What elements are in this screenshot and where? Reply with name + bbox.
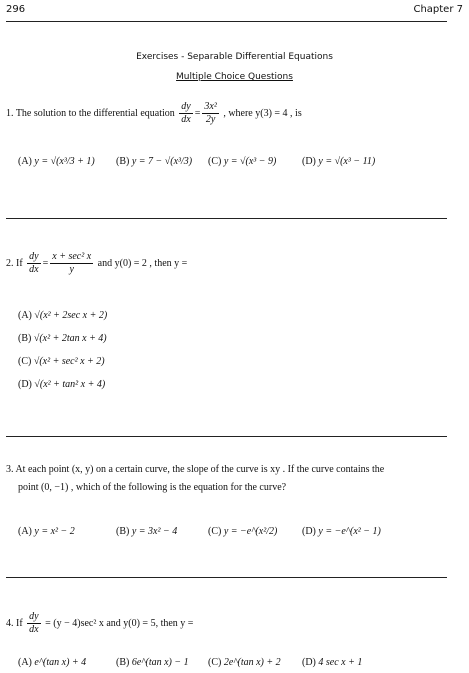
option-math: y = √(x³ − 9) — [223, 156, 277, 167]
q1-option-d[interactable] — [302, 156, 375, 167]
q2-option-c[interactable] — [18, 356, 105, 367]
q3-option-d[interactable] — [302, 526, 381, 537]
q2-option-d[interactable] — [18, 379, 105, 390]
question-condition: , where y(3) = 4 , is — [223, 108, 302, 119]
question-number: 2. — [6, 258, 14, 269]
option-math: y = √(x³/3 + 1) — [34, 156, 95, 167]
question-4 — [6, 610, 193, 638]
option-math: y = √(x³ − 11) — [318, 156, 376, 167]
q4-option-b[interactable] — [116, 657, 189, 668]
option-label: (B) — [18, 333, 32, 344]
question-text: The solution to the differential equation — [15, 108, 175, 119]
option-label: (C) — [208, 657, 222, 668]
question-number: 4. — [6, 618, 14, 629]
option-math: √(x² + 2tan x + 4) — [33, 333, 107, 344]
question-3-line-1 — [6, 464, 384, 475]
fraction-denominator: dx — [29, 624, 39, 636]
option-math: 2e^(tan x) + 2 — [223, 657, 281, 668]
question-2: 2. If $\frac{dy}{dx}$ = $\frac{\text{x + sec² x}}{y}$ and y(0) = 2 , then y = — [6, 251, 188, 276]
derivative-fraction — [27, 611, 40, 636]
fraction-numerator: x + sec² x — [52, 251, 92, 263]
section-divider — [6, 218, 447, 219]
fraction-denominator: dx — [181, 114, 191, 126]
q4-option-c[interactable] — [208, 657, 281, 668]
option-math: 4 sec x + 1 — [318, 657, 363, 668]
chapter-label: Chapter 7 — [413, 4, 463, 15]
question-text: If — [16, 618, 23, 629]
section-divider — [6, 436, 447, 437]
derivative-fraction — [27, 251, 40, 276]
q2-option-a[interactable] — [18, 310, 107, 321]
fraction-denominator: dx — [29, 264, 39, 276]
q3-option-a[interactable] — [18, 526, 75, 537]
page-number: 296 — [6, 4, 26, 15]
option-label: (B) — [116, 526, 130, 537]
q3-option-c[interactable] — [208, 526, 277, 537]
question-condition: = (y − 4)sec² x and y(0) = 5, then y = — [45, 618, 194, 629]
question-number: 3. — [6, 464, 14, 475]
option-label: (C) — [208, 526, 222, 537]
option-math: √(x² + sec² x + 2) — [33, 356, 105, 367]
header-rule — [6, 21, 447, 22]
option-label: (B) — [116, 156, 130, 167]
q1-option-c[interactable] — [208, 156, 276, 167]
q4-option-d[interactable] — [302, 657, 362, 668]
option-label: (D) — [18, 379, 32, 390]
section-divider — [6, 577, 447, 578]
option-label: (C) — [18, 356, 32, 367]
option-label: (D) — [302, 526, 316, 537]
fraction-numerator: dy — [181, 101, 191, 113]
option-label: (A) — [18, 657, 32, 668]
q2-option-b[interactable] — [18, 333, 107, 344]
q4-option-a[interactable] — [18, 657, 86, 668]
question-text: If — [16, 258, 23, 269]
question-number: 1. — [6, 108, 14, 119]
q1-option-a[interactable] — [18, 156, 95, 167]
option-label: (D) — [302, 156, 316, 167]
option-label: (A) — [18, 156, 32, 167]
fraction-numerator: dy — [29, 611, 39, 623]
option-label: (A) — [18, 310, 32, 321]
section-subtitle: Multiple Choice Questions — [176, 72, 293, 82]
option-math: √(x² + 2sec x + 2) — [34, 310, 108, 321]
exercise-title: Exercises - Separable Differential Equations — [136, 52, 333, 62]
option-math: y = x² − 2 — [34, 526, 75, 537]
q3-option-b[interactable] — [116, 526, 177, 537]
question-3-line-2: point (0, −1) , which of the following is the equation for the curve? — [18, 482, 287, 493]
option-math: e^(tan x) + 4 — [34, 657, 87, 668]
option-label: (A) — [18, 526, 32, 537]
question-condition: and y(0) = 2 , then y = — [97, 258, 188, 269]
option-label: (D) — [302, 657, 316, 668]
option-math: y = −e^(x²/2) — [223, 526, 278, 537]
option-label: (C) — [208, 156, 222, 167]
derivative-fraction — [179, 101, 192, 126]
question-1: 1. The solution to the differential equation $\frac{dy}{dx}$ = $\frac{\text{3x²}}{2y}$ , where y(3) = 4 , is — [6, 101, 302, 126]
q1-option-b[interactable] — [116, 156, 192, 167]
option-math: 6e^(tan x) − 1 — [131, 657, 189, 668]
option-math: √(x² + tan² x + 4) — [34, 379, 106, 390]
option-label: (B) — [116, 657, 130, 668]
rhs-fraction — [50, 251, 93, 276]
question-text: At each point (x, y) on a certain curve, the slope of the curve is xy . If the curve contains the — [15, 464, 385, 475]
fraction-numerator: dy — [29, 251, 39, 263]
option-math: y = 3x² − 4 — [131, 526, 178, 537]
fraction-denominator: 2y — [205, 114, 216, 126]
rhs-fraction — [202, 101, 218, 126]
fraction-denominator: y — [69, 264, 74, 276]
fraction-numerator: 3x² — [204, 101, 217, 113]
option-math: y = −e^(x² − 1) — [318, 526, 381, 537]
option-math: y = 7 − √(x³/3) — [131, 156, 193, 167]
